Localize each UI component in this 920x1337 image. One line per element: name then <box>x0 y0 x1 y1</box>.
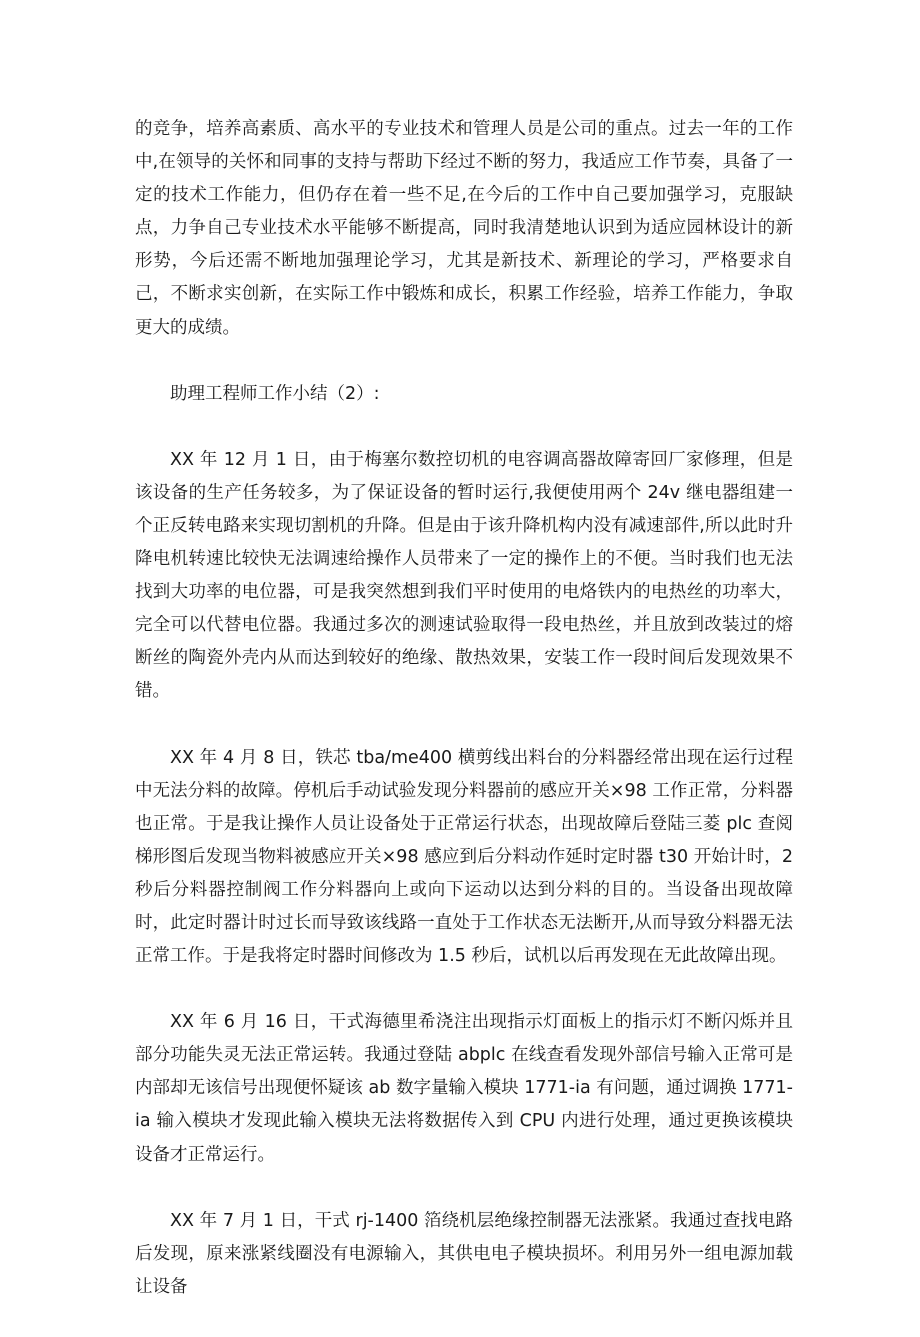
paragraph-jul-1: XX 年 7 月 1 日，干式 rj-1400 箔绕机层绝缘控制器无法涨紧。我通过查找电路后发现，原来涨紧线圈没有电源输入，其供电电子模块损坏。利用另外一组电源加载让设备 <box>135 1210 793 1297</box>
paragraph-apr-8: XX 年 4 月 8 日，铁芯 tba/me400 横剪线出料台的分料器经常出现在运行过程中无法分料的故障。停机后手动试验发现分料器前的感应开关×98 工作正常，分料器也正常。于是我让操作人员让设备处于正常运行状态，出现故障后登陆三菱 plc 查阅梯形图后发现当物料被感应开关×98 感应到后分料动作延时定时器 t30 开始计时，2 秒后分料器控制阀工作分料器向上或向下运动以达到分料的目的。当设备出现故障时，此定时器计时过长而导致该线路一直处于工作状态无法断开,从而导致分料器无法正常工作。于是我将定时器时间修改为 1.5 秒后，试机以后再发现在无此故障出现。 <box>135 747 793 967</box>
paragraph-intro-continued: 的竞争，培养高素质、高水平的专业技术和管理人员是公司的重点。过去一年的工作中,在领导的关怀和同事的支持与帮助下经过不断的努力，我适应工作节奏，具备了一定的技术工作能力，但仍存在着一些不足,在今后的工作中自己要加强学习，克服缺点，力争自己专业技术水平能够不断提高，同时我清楚地认识到为适应园林设计的新形势，今后还需不断地加强理论学习，尤其是新技术、新理论的学习，严格要求自己，不断求实创新，在实际工作中锻炼和成长，积累工作经验，培养工作能力，争取更大的成绩。 <box>135 119 793 338</box>
paragraph-dec-1: XX 年 12 月 1 日，由于梅塞尔数控切机的电容调高器故障寄回厂家修理，但是该设备的生产任务较多，为了保证设备的暂时运行,我便使用两个 24v 继电器组建一个正反转电路来实现切割机的升降。但是由于该升降机构内没有减速部件,所以此时升降电机转速比较快无法调速给操作人员带来了一定的操作上的不便。当时我们也无法找到大功率的电位器，可是我突然想到我们平时使用的电烙铁内的电热丝的功率大，完全可以代替电位器。我通过多次的测速试验取得一段电热丝，并且放到改装过的熔断丝的陶瓷外壳内从而达到较好的绝缘、散热效果，安装工作一段时间后发现效果不错。 <box>135 449 793 702</box>
paragraph-jun-16: XX 年 6 月 16 日，干式海德里希浇注出现指示灯面板上的指示灯不断闪烁并且部分功能失灵无法正常运转。我通过登陆 abplc 在线查看发现外部信号输入正常可是内部却无该信号出现便怀疑该 ab 数字量输入模块 1771-ia 有问题，通过调换 1771-ia 输入模块才发现此输入模块无法将数据传入到 CPU 内进行处理，通过更换该模块设备才正常运行。 <box>135 1012 793 1165</box>
section-heading: 助理工程师工作小结（2）: <box>170 383 380 404</box>
document-body <box>135 113 793 1337</box>
